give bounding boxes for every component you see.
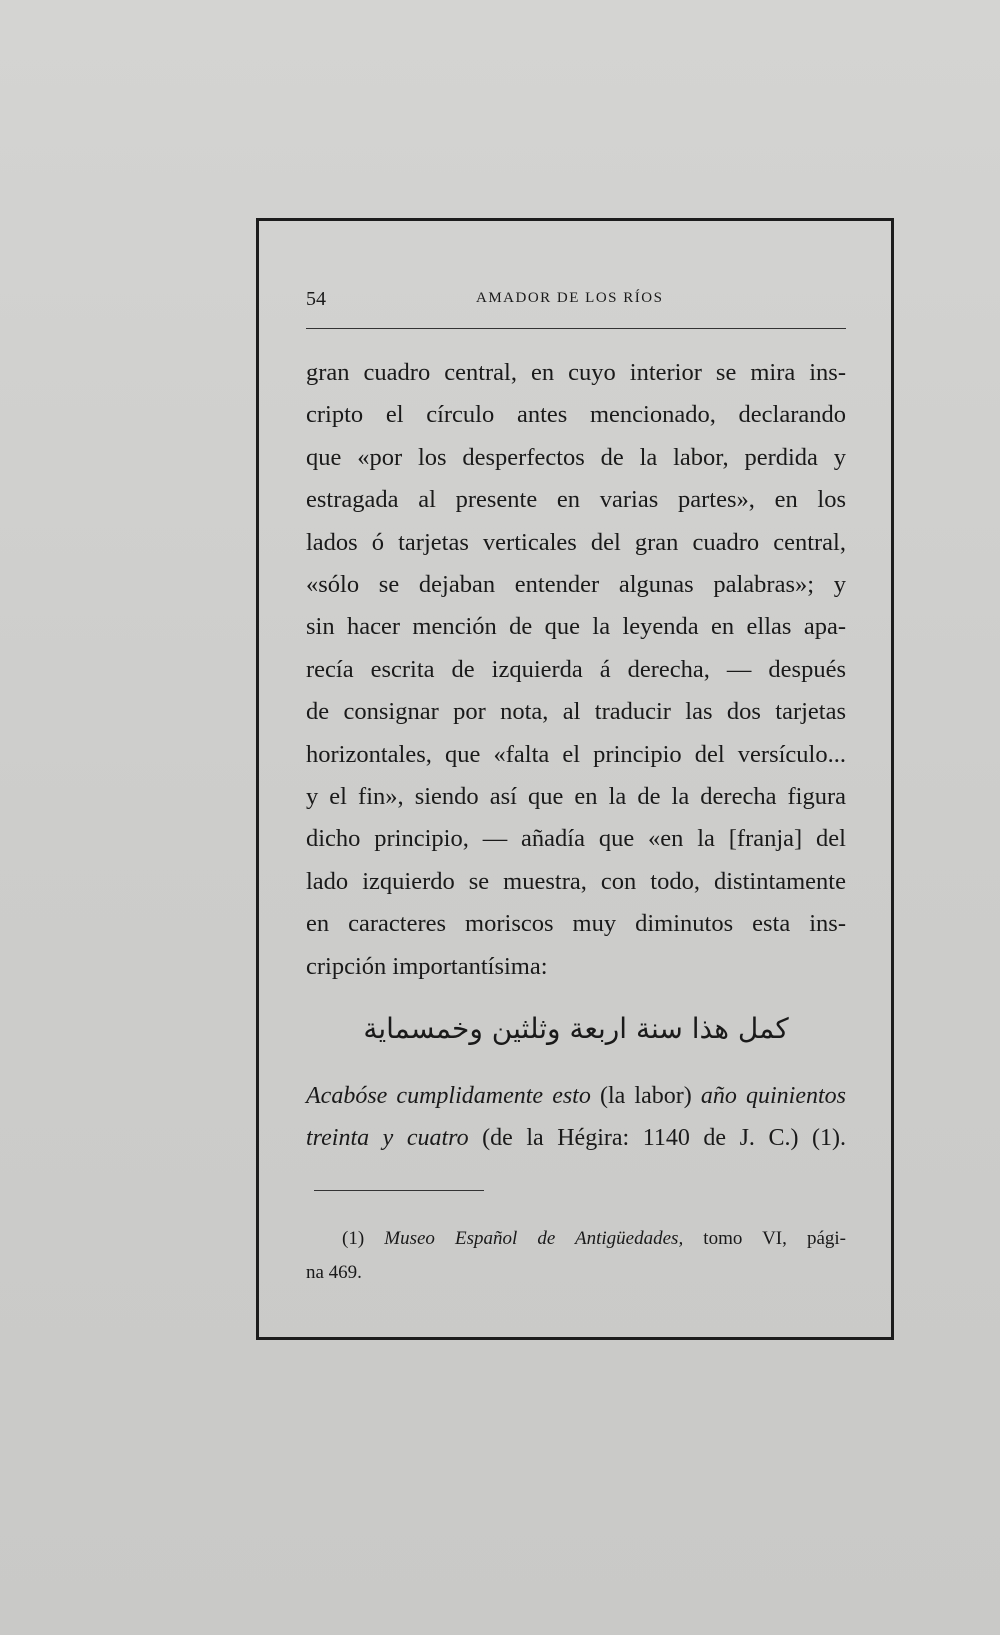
body-line: de consignar por nota, al traducir las dos tarjetas bbox=[306, 698, 846, 726]
body-paragraph bbox=[306, 352, 846, 988]
footnote bbox=[306, 1222, 846, 1290]
arabic-inscription: كمل هذا سنة اربعة وثلثين وخمسماية bbox=[363, 1012, 789, 1045]
page-header bbox=[306, 288, 846, 329]
footnote-title: Museo Español de Antigüedades, bbox=[384, 1228, 684, 1249]
body-line: horizontales, que «falta el principio del versículo... bbox=[306, 740, 846, 768]
body-line: lado izquierdo se muestra, con todo, distintamente bbox=[306, 867, 846, 895]
body-line: gran cuadro central, en cuyo interior se mira ins- bbox=[306, 359, 846, 386]
body-line: que «por los desperfectos de la labor, perdida y bbox=[306, 443, 846, 471]
body-line: dicho principio, — añadía que «en la [franja] del bbox=[306, 825, 846, 853]
body-line: recía escrita de izquierda á derecha, — después bbox=[306, 655, 846, 683]
translation-plain: (de la Hégira: 1140 de J. C.) (1). bbox=[468, 1125, 847, 1151]
translation-line-1 bbox=[306, 1075, 846, 1117]
translation-italic: Acabóse cumplidamente esto bbox=[306, 1083, 591, 1109]
footnote-rule bbox=[314, 1190, 484, 1191]
body-line: sin hacer mención de que la leyenda en ellas apa- bbox=[306, 613, 846, 641]
body-line: cripción importantísima: bbox=[306, 952, 548, 980]
page-number: 54 bbox=[306, 288, 326, 310]
translation-line-2 bbox=[306, 1117, 846, 1159]
translation-plain: (la labor) bbox=[590, 1083, 701, 1109]
translation-italic: treinta y cuatro bbox=[306, 1125, 469, 1151]
translation-italic: año quinientos bbox=[700, 1083, 847, 1109]
footnote-line-1 bbox=[306, 1222, 846, 1256]
body-line: en caracteres moriscos muy diminutos esta ins- bbox=[306, 910, 846, 938]
running-head: AMADOR DE LOS RÍOS bbox=[476, 290, 664, 306]
body-line: estragada al presente en varias partes», en los bbox=[306, 486, 846, 514]
footnote-marker: (1) bbox=[342, 1228, 385, 1249]
footnote-line-2: na 469. bbox=[306, 1262, 362, 1283]
footnote-text: tomo VI, pági- bbox=[683, 1228, 847, 1249]
inscription-translation bbox=[306, 1075, 846, 1159]
body-line: y el fin», siendo así que en la de la derecha figura bbox=[306, 783, 846, 811]
body-line: lados ó tarjetas verticales del gran cuadro central, bbox=[306, 528, 846, 556]
body-line: «sólo se dejaban entender algunas palabras»; y bbox=[306, 571, 846, 599]
body-line: cripto el círculo antes mencionado, declarando bbox=[306, 401, 846, 429]
